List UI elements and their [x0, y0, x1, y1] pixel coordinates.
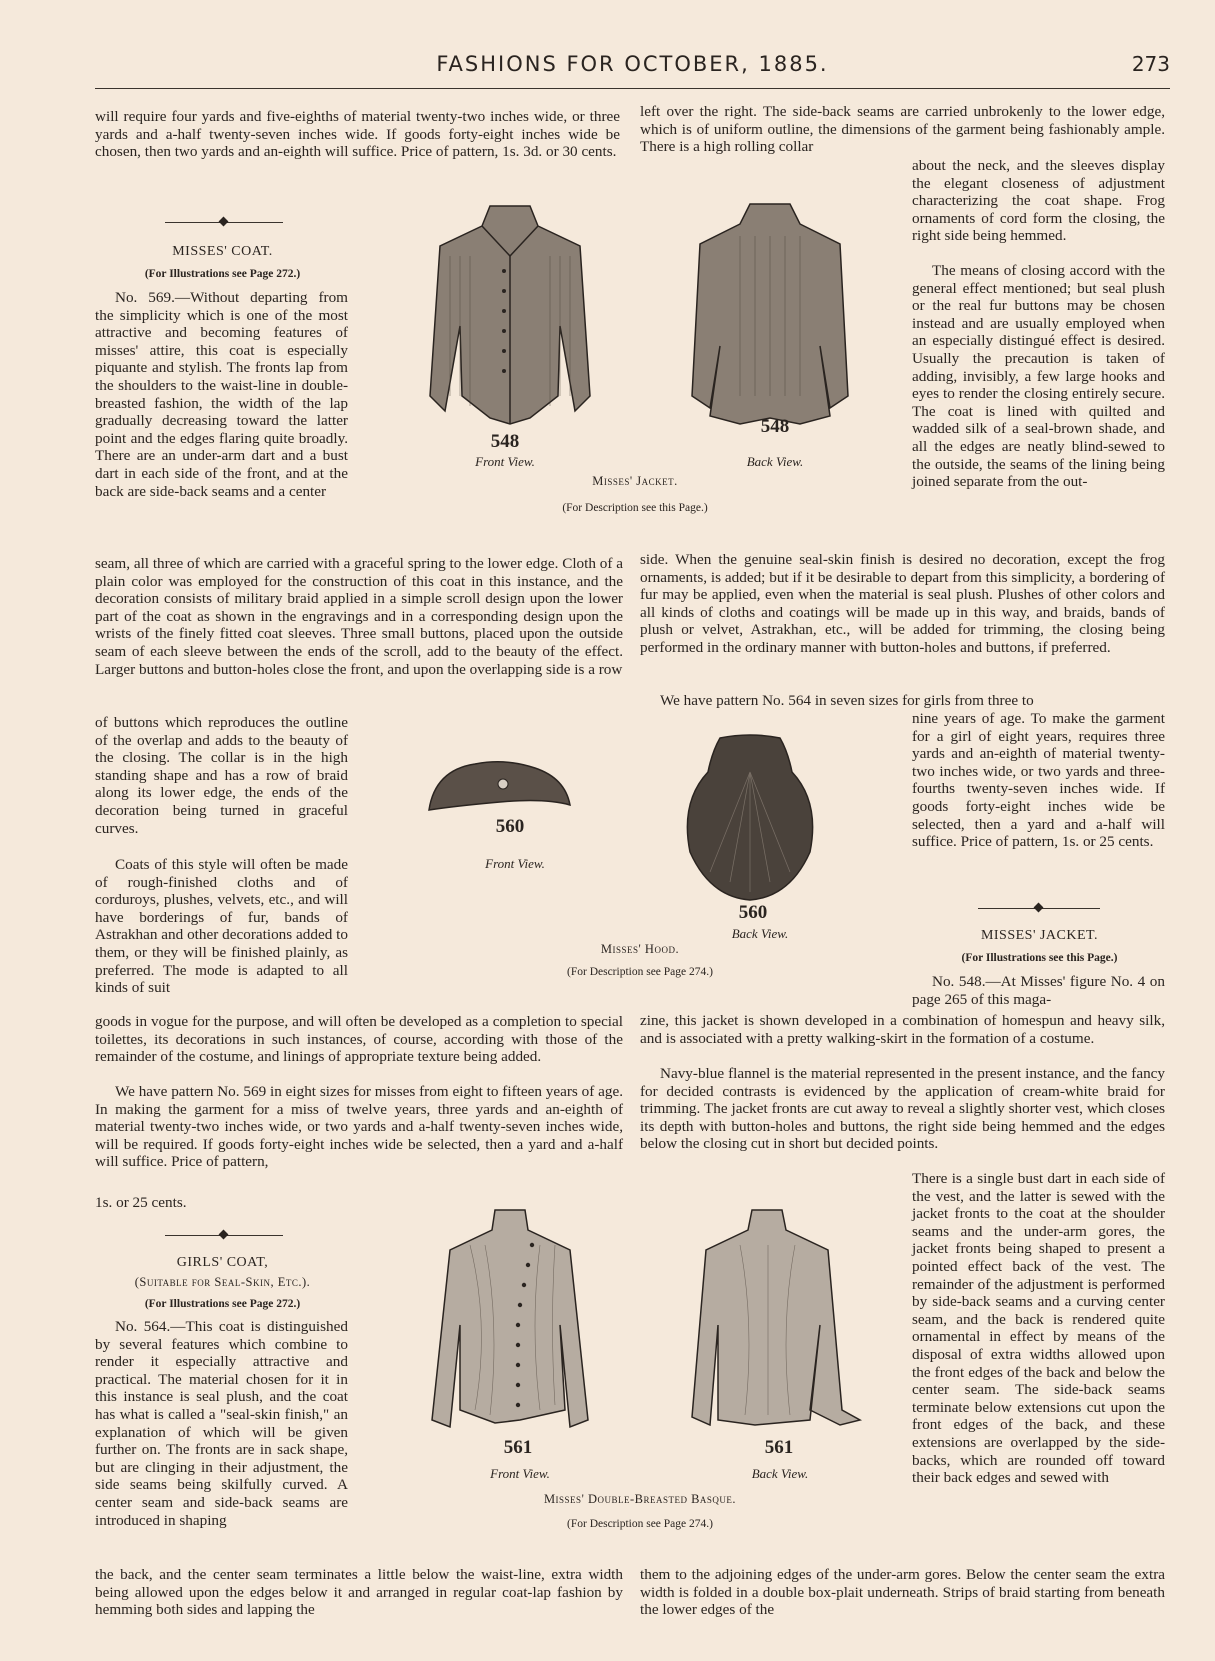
- col2-right-text-2: The means of closing accord with the general effect mentioned; but seal plush or the real fur buttons may be chosen instead and are usually employed when an especially distingué effect is desired. Usually the precaution is taken of adding, invisibly, a few large hooks and eyes to render the closing entirely secure. The coat is lined with quilted and wadded silk of a seal-brown shade, and all the edges are neatly blind-sewed to the outside, the seams of the lining being joined separate from the out-: [912, 262, 1165, 491]
- coat-paragraph-2: Coats of this style will often be made of rough-finished cloths and of corduroys, plushes, velvets, etc., and will have borderings of fur, bands of Astrakhan and other decorations added to them, or they will be finished plainly, as preferred. The mode is adapted to all kinds of suit: [95, 856, 348, 997]
- section-subhead: (For Illustrations see this Page.): [961, 952, 1118, 964]
- figure-number: 560: [495, 816, 525, 837]
- section-subhead: (For Illustrations see Page 272.): [144, 268, 301, 280]
- figure-number: 561: [503, 1437, 533, 1458]
- figure-caption-description: (For Description see this Page.): [562, 502, 708, 514]
- section-heading-girls-coat-sub: (Suitable for Seal-Skin, Etc.).: [134, 1275, 311, 1289]
- section-heading-misses-jacket: MISSES' JACKET.: [980, 928, 1099, 943]
- coat-paragraph-2-continued: goods in vogue for the purpose, and will often be developed as a completion to special toilettes, its decorations in such instances, of course, according with those of the remainder of the costume, and linings of appropriate texture being added.: [95, 1013, 623, 1066]
- girls-paragraph-1-continued: the back, and the center seam terminates a little below the waist-line, extra width being allowed upon the edges below it and arranged in regular coat-lap fashion by hemming both sides and lapping the: [95, 1566, 623, 1619]
- jacket-548-back-illustration: [680, 196, 860, 426]
- ornament-divider: [165, 217, 283, 227]
- jacket-paragraph-1: No. 548.—At Misses' figure No. 4 on page 265 of this maga-: [912, 973, 1165, 1008]
- col2-mid-text-2: We have pattern No. 564 in seven sizes for girls from three to: [660, 692, 1034, 709]
- figure-view-label: Back View.: [751, 1466, 809, 1481]
- col2-mid-text: side. When the genuine seal-skin finish is desired no decoration, except the frog ornaments, is added; but if it be desirable to depart from this simplicity, a bordering of fur may be applied, even when the material is seal plush. Plushes of other colors and all kinds of cloths and coatings will be made up in this way, and braids, bands of plush or velvet, Astrakhan, etc., will be added for trimming, the closing being performed in the ordinary manner with button-holes and buttons, if preferred.: [640, 551, 1165, 656]
- figure-number: 548: [490, 431, 520, 452]
- figure-view-label: Back View.: [746, 454, 804, 469]
- figure-caption: Misses' Double-Breasted Basque.: [543, 1492, 737, 1506]
- figure-number: 561: [764, 1437, 794, 1458]
- coat-paragraph-3: We have pattern No. 569 in eight sizes for misses from eight to fifteen years of age. In making the garment for a miss of twelve years, three yards and an-eighth of material twenty-two inches wide, or two yards and a-half twenty-seven inches wide, will be required. If goods forty-eight inches wide be selected, then a yard and a-half will suffice. Price of pattern,: [95, 1083, 623, 1171]
- page-number: 273: [1131, 52, 1170, 76]
- figure-view-label: Front View.: [485, 856, 545, 871]
- figure-caption-description: (For Description see Page 274.): [567, 966, 713, 978]
- section-heading-girls-coat: GIRLS' COAT,: [176, 1255, 269, 1270]
- col2-bottom-text: them to the adjoining edges of the under-arm gores. Below the center seam the extra width is folded in a double box-plait underneath. Strips of braid starting from beneath the lower edges of the: [640, 1566, 1165, 1619]
- hood-560-back-illustration: [680, 732, 820, 902]
- figure-caption-description: (For Description see Page 274.): [567, 1518, 713, 1530]
- figure-number: 548: [760, 416, 790, 437]
- col2-right-text-4: There is a single bust dart in each side of the vest, and the latter is sewed with the jacket fronts to the coat at the shoulder seams and the under-arm gores, the jacket fronts being shaped to present a pointed effect back of the vest. The remainder of the adjustment is performed by side-back seams and a curving center seam, and the back is rendered quite ornamental in effect by means of the disposal of extra widths allowed upon the front edges of the back and below the center seam. The side-back seams terminate below extensions cut upon the front edges of the back, and these extensions are overlapped by the side-backs, which are rounded off toward their back edges and sewed with: [912, 1170, 1165, 1487]
- basque-561-front-illustration: [420, 1205, 600, 1435]
- girls-paragraph-1: No. 564.—This coat is distinguished by several features which combine to render it especially attractive and practical. The material chosen for it in this instance is seal plush, and the coat has what is called a "seal-skin finish," an explanation of which will be given further on. The fronts are in sack shape, but are clinging in their adjustment, the side seams being skilfully curved. A center seam and side-back seams are introduced in shaping: [95, 1318, 348, 1529]
- basque-561-back-illustration: [680, 1205, 870, 1435]
- figure-view-label: Front View.: [490, 1466, 550, 1481]
- jacket-548-front-illustration: [420, 196, 600, 426]
- section-heading-misses-coat: MISSES' COAT.: [172, 244, 273, 259]
- figure-caption: Misses' Hood.: [600, 942, 680, 956]
- coat-paragraph-1-end: of buttons which reproduces the outline of the overlap and adds to the beauty of the closing. The collar is in the high standing shape and has a row of braid along its lower edge, the ends of the decoration being turned in graceful curves.: [95, 714, 348, 837]
- ornament-divider: [165, 1230, 283, 1240]
- coat-paragraph-1-continued: seam, all three of which are carried with a graceful spring to the lower edge. Cloth of a plain color was employed for the construction of this coat in this instance, and the decoration consists of military braid applied in a simple scroll design upon the lower part of the coat as shown in the engravings and in a corresponding design upon the wrists of the finely fitted coat sleeves. Three small buttons, placed upon the outside seam of each sleeve between the ends of the scroll, add to the beauty of the effect. Larger buttons and button-holes close the front, and upon the overlapping side is a row: [95, 555, 623, 678]
- col2-right-text-1: about the neck, and the sleeves display the elegant closeness of adjustment characterizing the coat shape. Frog ornaments of cord form the closing, the right side being hemmed.: [912, 157, 1165, 245]
- hood-560-front-illustration: [425, 750, 575, 820]
- intro-text: will require four yards and five-eighths of material twenty-two inches wide, or three yards and a-half twenty-seven inches wide. If goods forty-eight inches wide be chosen, then two yards and an-eighth will suffice. Price of pattern, 1s. 3d. or 30 cents.: [95, 108, 620, 161]
- jacket-paragraph-2: Navy-blue flannel is the material represented in the present instance, and the fancy for decided contrasts is evidenced by the application of cream-white braid for trimming. The jacket fronts are cut away to reveal a slightly shorter vest, which closes its depth with button-holes and buttons, the right side being hemmed and the edges below the closing cut in short but decided points.: [640, 1065, 1165, 1153]
- col2-right-text-3: nine years of age. To make the garment for a girl of eight years, requires three yards and an-eighth of material twenty-two inches wide, or two yards and three-fourths twenty-seven inches wide. If goods forty-eight inches wide be selected, then a yard and a-half will suffice. Price of pattern, 1s. or 25 cents.: [912, 710, 1165, 851]
- figure-number: 560: [738, 902, 768, 923]
- running-header: [95, 52, 1170, 89]
- section-subhead: (For Illustrations see Page 272.): [144, 1298, 301, 1310]
- figure-view-label: Front View.: [475, 454, 535, 469]
- coat-paragraph-3-end: 1s. or 25 cents.: [95, 1194, 187, 1211]
- jacket-paragraph-1-continued: zine, this jacket is shown developed in a combination of homespun and heavy silk, and is associated with a pretty walking-skirt in the formation of a costume.: [640, 1012, 1165, 1047]
- ornament-divider: [978, 903, 1100, 913]
- coat-paragraph-1: No. 569.—Without departing from the simplicity which is one of the most attractive and becoming features of misses' attire, this coat is especially piquante and stylish. The fronts lap from the shoulders to the waist-line in double-breasted fashion, the width of the lap gradually decreasing toward the latter point and the edges flaring quite broadly. There are an under-arm dart and a bust dart in each side of the front, and at the back are side-back seams and a center: [95, 289, 348, 500]
- figure-view-label: Back View.: [731, 926, 789, 941]
- col2-top-text: left over the right. The side-back seams are carried unbrokenly to the lower edge, which is of uniform outline, the dimensions of the garment being fashionably ample. There is a high rolling collar: [640, 103, 1165, 156]
- figure-caption: Misses' Jacket.: [592, 474, 678, 488]
- page-title: FASHIONS FOR OCTOBER, 1885.: [436, 52, 829, 76]
